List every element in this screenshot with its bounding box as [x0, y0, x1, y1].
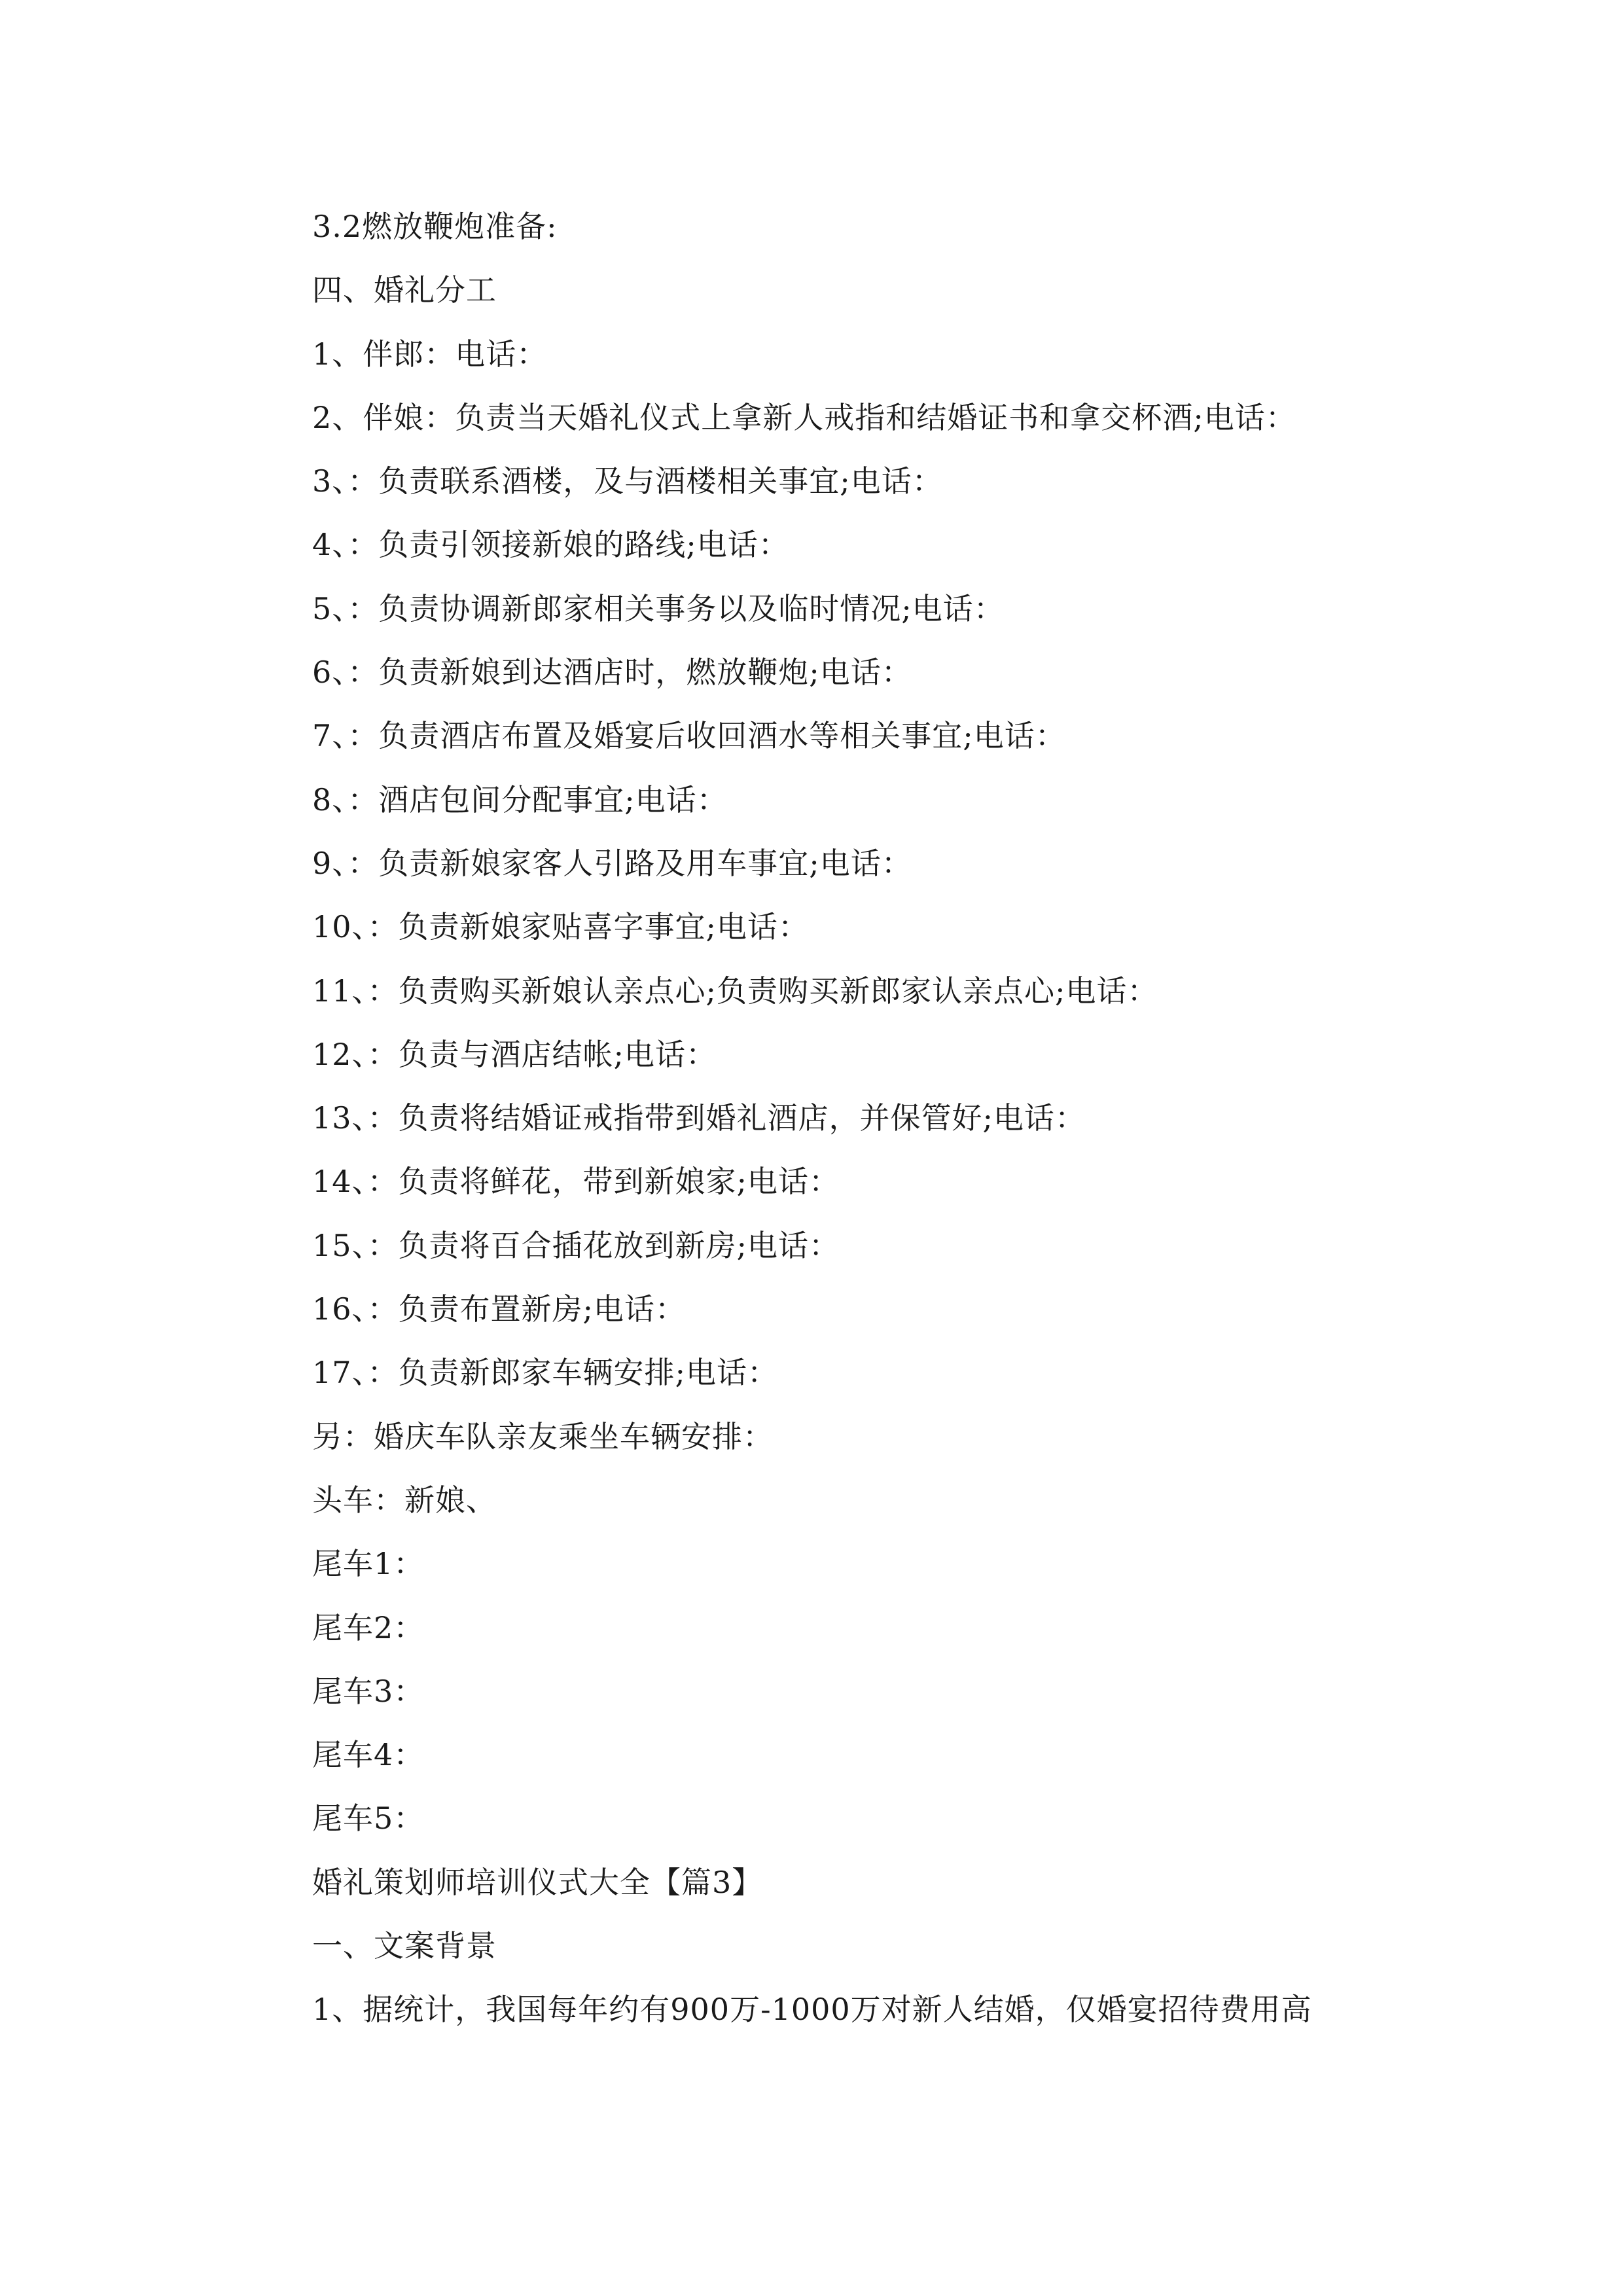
- car-assignment: 尾车4：: [312, 1737, 425, 1773]
- section-heading-background: 一、文案背景: [312, 1928, 497, 1964]
- car-assignment: 尾车2：: [312, 1609, 425, 1645]
- article-title: 婚礼策划师培训仪式大全【篇3】: [312, 1864, 763, 1900]
- list-item: 4、：负责引领接新娘的路线;电话：: [312, 527, 789, 563]
- list-item: 1、伴郎：电话：: [312, 336, 548, 372]
- list-item: 13、：负责将结婚证戒指带到婚礼酒店，并保管好;电话：: [312, 1100, 1086, 1136]
- car-assignment: 尾车3：: [312, 1673, 425, 1709]
- list-item: 17、：负责新郎家车辆安排;电话：: [312, 1355, 779, 1391]
- paragraph-line: 另：婚庆车队亲友乘坐车辆安排：: [312, 1418, 774, 1454]
- list-item: 14、：负责将鲜花，带到新娘家;电话：: [312, 1164, 840, 1200]
- list-item: 12、：负责与酒店结帐;电话：: [312, 1036, 717, 1072]
- list-item: 6、：负责新娘到达酒店时，燃放鞭炮;电话：: [312, 655, 912, 691]
- list-item: 2、伴娘：负责当天婚礼仪式上拿新人戒指和结婚证书和拿交杯酒;电话：: [312, 399, 1296, 435]
- list-item: 10、：负责新娘家贴喜字事宜;电话：: [312, 909, 810, 945]
- list-item: 8、：酒店包间分配事宜;电话：: [312, 781, 728, 817]
- section-heading-firecracker-prep: 3.2燃放鞭炮准备:: [312, 209, 558, 244]
- list-item: 16、：负责布置新房;电话：: [312, 1291, 687, 1327]
- car-assignment: 头车：新娘、: [312, 1482, 497, 1518]
- list-item: 9、：负责新娘家客人引路及用车事宜;电话：: [312, 845, 912, 881]
- list-item: 5、：负责协调新郎家相关事务以及临时情况;电话：: [312, 590, 1005, 626]
- section-heading-wedding-division: 四、婚礼分工: [312, 272, 497, 308]
- car-assignment: 尾车5：: [312, 1801, 425, 1837]
- list-item: 3、：负责联系酒楼，及与酒楼相关事宜;电话：: [312, 463, 943, 499]
- paragraph-line: 1、据统计，我国每年约有900万-1000万对新人结婚，仅婚宴招待费用高: [312, 1992, 1312, 2028]
- list-item: 7、：负责酒店布置及婚宴后收回酒水等相关事宜;电话：: [312, 718, 1066, 754]
- list-item: 15、：负责将百合插花放到新房;电话：: [312, 1227, 840, 1263]
- list-item: 11、：负责购买新娘认亲点心;负责购买新郎家认亲点心;电话：: [312, 973, 1158, 1009]
- document-body: [312, 200, 1556, 2047]
- car-assignment: 尾车1：: [312, 1546, 425, 1582]
